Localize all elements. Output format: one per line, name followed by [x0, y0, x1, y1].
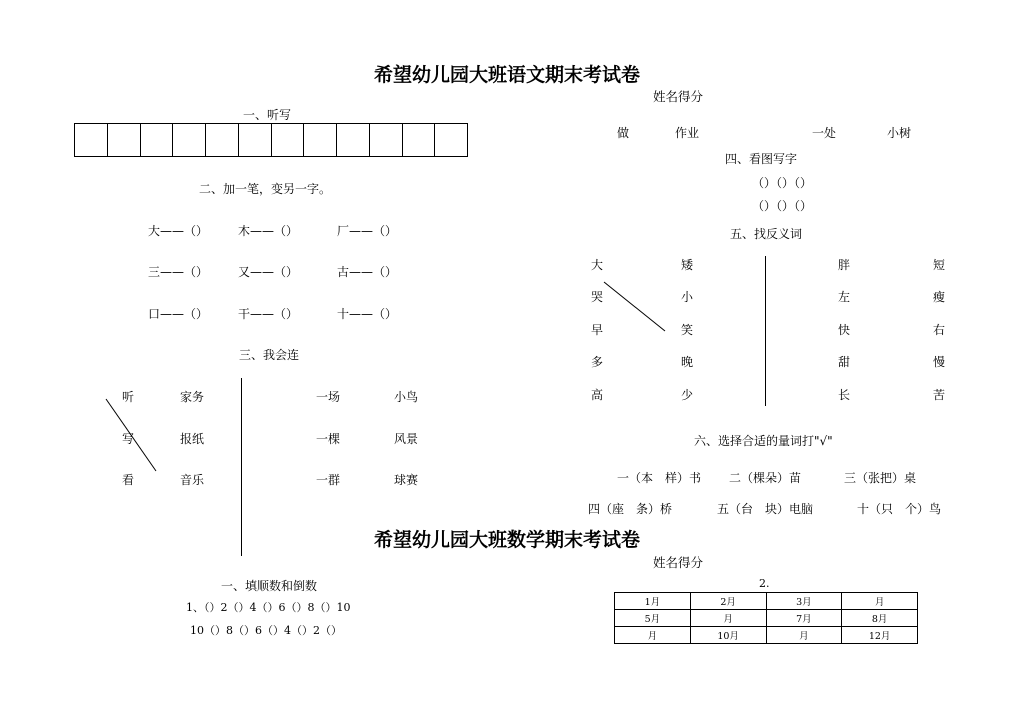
section-matching-title: 三、我会连	[239, 348, 300, 362]
antonym-word: 少	[681, 388, 694, 402]
month-cell[interactable]: 2月	[690, 593, 766, 610]
antonym-word: 大	[591, 258, 604, 272]
math-exam-title: 希望幼儿园大班数学期末考试卷	[374, 529, 641, 551]
word-item: 作业	[675, 126, 700, 140]
match-left-word: 看	[122, 473, 135, 487]
month-cell[interactable]: 5月	[615, 610, 691, 627]
add-stroke-item: 木——（）	[238, 224, 299, 238]
month-cell[interactable]: 12月	[842, 627, 918, 644]
chinese-name-score: 姓名得分	[653, 89, 704, 104]
antonym-word: 慢	[933, 355, 946, 369]
section-measure-title: 六、选择合适的量词打"√"	[694, 434, 833, 448]
month-cell[interactable]: 1月	[615, 593, 691, 610]
month-cell[interactable]: 月	[842, 593, 918, 610]
measure-item: 三（张把）桌	[844, 471, 917, 485]
antonym-word: 高	[591, 388, 604, 402]
match-line	[106, 399, 156, 471]
add-stroke-item: 古——（）	[337, 265, 398, 279]
antonym-word: 多	[591, 355, 604, 369]
month-cell[interactable]: 8月	[842, 610, 918, 627]
month-cell[interactable]: 月	[766, 627, 842, 644]
match-right-word: 球赛	[394, 473, 419, 487]
month-cell[interactable]: 10月	[690, 627, 766, 644]
match-right-word: 一棵	[316, 432, 341, 446]
match-right-word: 风景	[394, 432, 419, 446]
math-name-score: 姓名得分	[653, 555, 704, 570]
table-row	[615, 593, 918, 610]
measure-item: 五（台 块）电脑	[717, 502, 814, 516]
match-right-word: 一群	[316, 473, 341, 487]
word-item: 做	[617, 126, 630, 140]
table-row	[615, 610, 918, 627]
antonym-word: 笑	[681, 323, 694, 337]
word-item: 小树	[887, 126, 912, 140]
section-2-label: 2.	[759, 577, 770, 590]
antonym-word: 小	[681, 290, 694, 304]
antonym-word: 苦	[933, 388, 946, 402]
months-table	[614, 592, 918, 644]
picture-blanks-row: （）（）（）	[752, 176, 813, 190]
match-right-word: 小鸟	[394, 390, 419, 404]
section-picture-title: 四、看图写字	[725, 152, 798, 166]
month-cell[interactable]: 月	[690, 610, 766, 627]
sequence-forward: 1、（）2（）4（）6（）8（）10	[186, 601, 351, 614]
add-stroke-item: 干——（）	[238, 307, 299, 321]
match-left-word: 写	[122, 432, 135, 446]
month-cell[interactable]: 月	[615, 627, 691, 644]
chinese-exam-title: 希望幼儿园大班语文期末考试卷	[374, 64, 641, 86]
word-item: 一处	[812, 126, 837, 140]
measure-item: 一（本 样）书	[617, 471, 702, 485]
section-dictation-title: 一、听写	[243, 108, 292, 122]
match-left-word: 听	[122, 390, 135, 404]
antonym-word: 左	[838, 290, 851, 304]
section-sequence-title: 一、填顺数和倒数	[221, 579, 318, 593]
match-left-word: 音乐	[180, 473, 205, 487]
antonym-word: 晚	[681, 355, 694, 369]
antonym-word: 早	[591, 323, 604, 337]
match-right-word: 一场	[316, 390, 341, 404]
section-add-stroke-title: 二、加一笔，变另一字。	[199, 182, 332, 196]
antonym-word: 矮	[681, 258, 694, 272]
antonym-word: 长	[838, 388, 851, 402]
month-cell[interactable]: 3月	[766, 593, 842, 610]
antonym-word: 哭	[591, 290, 604, 304]
section-antonyms-title: 五、找反义词	[730, 227, 803, 241]
add-stroke-item: 十——（）	[337, 307, 398, 321]
measure-item: 十（只 个）鸟	[857, 502, 942, 516]
add-stroke-item: 又——（）	[238, 265, 299, 279]
antonym-word: 短	[933, 258, 946, 272]
month-cell[interactable]: 7月	[766, 610, 842, 627]
add-stroke-item: 大——（）	[148, 224, 209, 238]
measure-item: 二（棵朵）苗	[729, 471, 802, 485]
antonym-word: 快	[838, 323, 851, 337]
sequence-backward: 10（）8（）6（）4（）2（）	[190, 624, 342, 637]
antonym-word: 甜	[838, 355, 851, 369]
add-stroke-item: 厂——（）	[337, 224, 398, 238]
picture-blanks-row: （）（）（）	[752, 199, 813, 213]
add-stroke-item: 口——（）	[148, 307, 209, 321]
match-left-word: 家务	[180, 390, 205, 404]
antonym-word: 瘦	[933, 290, 946, 304]
antonym-line	[604, 282, 665, 331]
antonym-word: 右	[933, 323, 946, 337]
measure-item: 四（座 条）桥	[588, 502, 673, 516]
antonym-word: 胖	[838, 258, 851, 272]
add-stroke-item: 三——（）	[148, 265, 209, 279]
match-left-word: 报纸	[180, 432, 205, 446]
table-row	[615, 627, 918, 644]
